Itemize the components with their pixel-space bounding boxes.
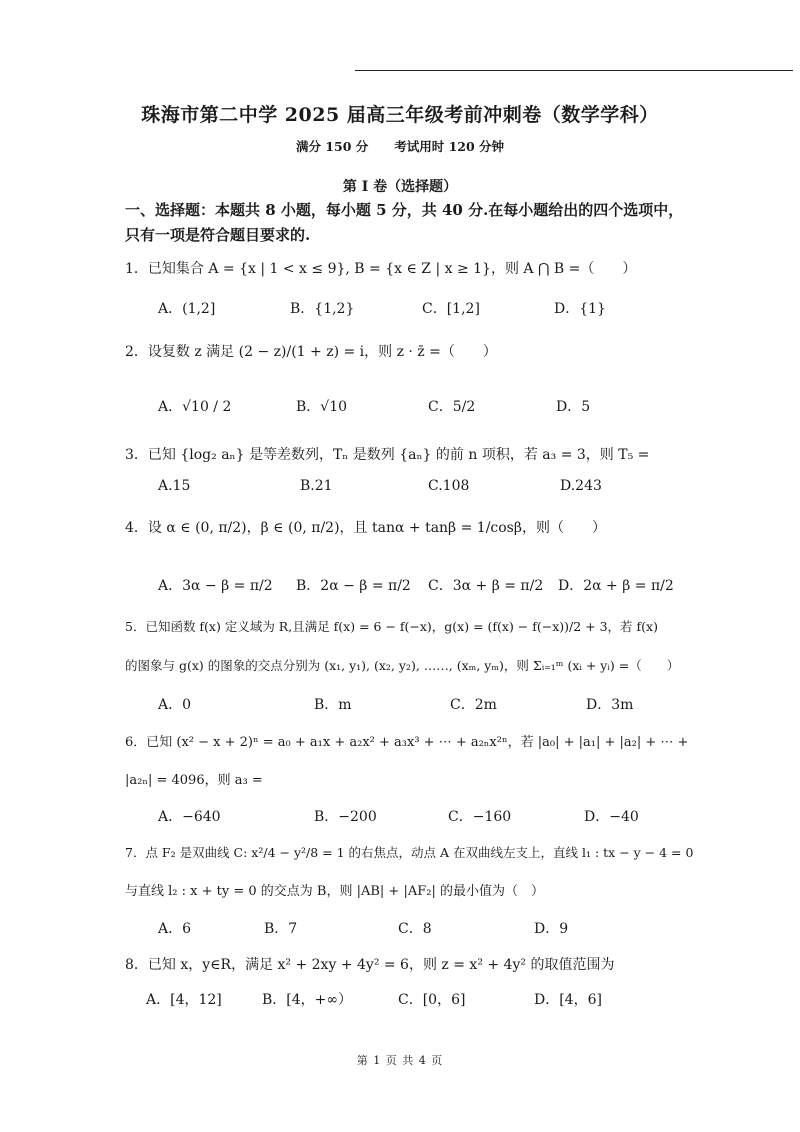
question-7-option-a[interactable]: A．6 [158,921,192,937]
time-limit: 考试用时 120 分钟 [394,139,505,154]
header-rule [355,70,793,71]
question-6-stem-line-2: |a₂ₙ| = 4096，则 a₃ = [125,773,263,788]
question-3-option-b[interactable]: B.21 [300,478,333,494]
exam-title: 珠海市第二中学 2025 届高三年级考前冲刺卷（数学学科） [141,104,659,126]
question-6-stem-line-1: 6．已知 (x² − x + 2)ⁿ = a₀ + a₁x + a₂x² + a₃x³ + ⋯ + a₂ₙx²ⁿ，若 |a₀| + |a₁| + |a₂| + ⋯ + [125,735,689,750]
question-6-option-d[interactable]: D．−40 [584,809,639,825]
question-8-option-c[interactable]: C．[0，6] [398,992,466,1008]
question-5-stem-line-1: 5．已知函数 f(x) 定义域为 R,且满足 f(x) = 6 − f(−x)，g(x) = (f(x) − f(−x))/2 + 3，若 f(x) [125,619,658,634]
question-1-option-d[interactable]: D．{1} [554,301,606,317]
section-heading: 第 I 卷（选择题） [342,179,458,195]
question-6-option-c[interactable]: C．−160 [448,809,512,825]
question-3-option-a[interactable]: A.15 [158,478,191,494]
question-7-option-d[interactable]: D．9 [534,921,569,937]
question-5-option-b[interactable]: B．m [314,697,352,713]
page-footer: 第 1 页 共 4 页 [356,1054,444,1067]
question-1-option-c[interactable]: C．[1,2] [422,301,480,317]
question-4-option-c[interactable]: C．3α + β = π/2 [428,578,544,594]
question-3-option-c[interactable]: C.108 [428,478,470,494]
question-4-stem: 4．设 α ∈ (0, π/2)，β ∈ (0, π/2)，且 tanα + tanβ = 1/cosβ，则（ ） [125,520,606,536]
question-8-stem: 8．已知 x，y∈R，满足 x² + 2xy + 4y² = 6，则 z = x² + 4y² 的取值范围为 [125,957,615,973]
question-4-option-b[interactable]: B．2α − β = π/2 [296,578,411,594]
question-8-option-b[interactable]: B．[4，+∞） [262,992,353,1008]
question-2-stem: 2．设复数 z 满足 (2 − z)/(1 + z) = i，则 z · z̄ =（ ） [125,344,497,360]
question-3-option-d[interactable]: D.243 [560,478,602,494]
question-5-stem-line-2: 的图象与 g(x) 的图象的交点分别为 (x₁, y₁), (x₂, y₂), ……, (xₘ, yₘ)，则 Σᵢ₌₁ᵐ (xᵢ + yᵢ) =（ ） [125,658,680,673]
question-2-option-b[interactable]: B．√10 [296,399,348,415]
question-8-option-d[interactable]: D．[4，6] [534,992,602,1008]
question-5-option-a[interactable]: A．0 [158,697,192,713]
question-3-stem: 3．已知 {log₂ aₙ} 是等差数列，Tₙ 是数列 {aₙ} 的前 n 项积，若 a₃ = 3，则 T₅ = [125,447,650,463]
question-7-stem-line-2: 与直线 l₂ : x + ty = 0 的交点为 B，则 |AB| + |AF₂| 的最小值为（ ） [125,884,544,899]
question-2-option-c[interactable]: C．5/2 [428,399,476,415]
question-7-stem-line-1: 7．点 F₂ 是双曲线 C: x²/4 − y²/8 = 1 的右焦点，动点 A 在双曲线左支上，直线 l₁ : tx − y − 4 = 0 [125,845,694,860]
question-2-option-d[interactable]: D．5 [556,399,591,415]
question-2-option-a[interactable]: A．√10 / 2 [158,399,232,415]
exam-subtitle [0,137,800,155]
question-5-option-d[interactable]: D．3m [586,697,634,713]
question-4-option-d[interactable]: D．2α + β = π/2 [558,578,674,594]
question-6-option-b[interactable]: B．−200 [314,809,377,825]
question-7-option-c[interactable]: C．8 [398,921,432,937]
question-5-option-c[interactable]: C．2m [450,697,497,713]
question-1-stem: 1．已知集合 A = {x | 1 < x ≤ 9}, B = {x ∈ Z | x ≥ 1}，则 A ⋂ B =（ ） [125,261,637,277]
question-8-option-a[interactable]: A．[4，12] [146,992,222,1008]
question-1-option-a[interactable]: A．(1,2] [158,301,216,317]
section-instructions: 一、选择题：本题共 8 小题，每小题 5 分，共 40 分.在每小题给出的四个选项中，只有一项是符合题目要求的. [125,201,684,244]
question-1-option-b[interactable]: B．{1,2} [290,301,355,317]
question-6-option-a[interactable]: A．−640 [158,809,221,825]
question-4-option-a[interactable]: A．3α − β = π/2 [158,578,273,594]
full-score: 满分 150 分 [295,139,369,154]
question-7-option-b[interactable]: B．7 [264,921,298,937]
